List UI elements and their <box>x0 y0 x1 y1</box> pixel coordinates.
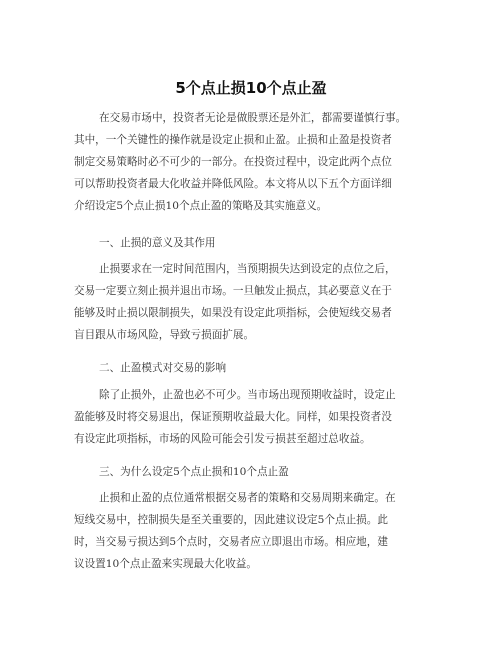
paragraph-line: 议设置10个点止盈来实现最大化收益。 <box>74 558 257 570</box>
paragraph-line: 除了止损外，止盈也必不可少。当市场出现预期收益时，设定止 <box>99 389 396 401</box>
paragraph-line: 可以帮助投资者最大化收益并降低风险。本文将从以下五个方面详细 <box>74 178 392 190</box>
section-heading: 一、止损的意义及其作用 <box>99 237 216 249</box>
paragraph-line: 有设定此项指标，市场的风险可能会引发亏损甚至超过总收益。 <box>74 433 371 445</box>
section-heading: 二、止盈模式对交易的影响 <box>99 362 227 374</box>
paragraph-line: 止损要求在一定时间范围内，当预期损失达到设定的点位之后， <box>99 263 396 275</box>
paragraph-line: 制定交易策略时必不可少的一部分。在投资过程中，设定此两个点位 <box>74 156 392 168</box>
paragraph-line: 短线交易中，控制损失是至关重要的，因此建议设定5个点止损。此 <box>74 514 388 526</box>
section-heading: 三、为什么设定5个点止损和10个点止盈 <box>99 466 289 478</box>
paragraph-line: 止损和止盈的点位通常根据交易者的策略和交易周期来确定。在 <box>99 492 396 504</box>
paragraph-line: 交易一定要立刻止损并退出市场。一旦触发止损点，其必要意义在于 <box>74 285 392 297</box>
paragraph-line: 在交易市场中，投资者无论是做股票还是外汇，都需要谨慎行事。 <box>99 112 407 124</box>
paragraph-line: 介绍设定5个点止损10个点止盈的策略及其实施意义。 <box>74 200 328 212</box>
paragraph-line: 盲目跟从市场风险，导致亏损面扩展。 <box>74 329 255 341</box>
paragraph-line: 其中，一个关键性的操作就是设定止损和止盈。止损和止盈是投资者 <box>74 134 392 146</box>
document-title: 5个点止损10个点止盈 <box>175 79 327 97</box>
paragraph-line: 时，当交易亏损达到5个点时，交易者应立即退出市场。相应地，建 <box>74 536 388 548</box>
paragraph-line: 盈能够及时将交易退出，保证预期收益最大化。同样，如果投资者没 <box>74 411 392 423</box>
paragraph-line: 能够及时止损以限制损失，如果没有设定此项指标，会使短线交易者 <box>74 307 392 319</box>
